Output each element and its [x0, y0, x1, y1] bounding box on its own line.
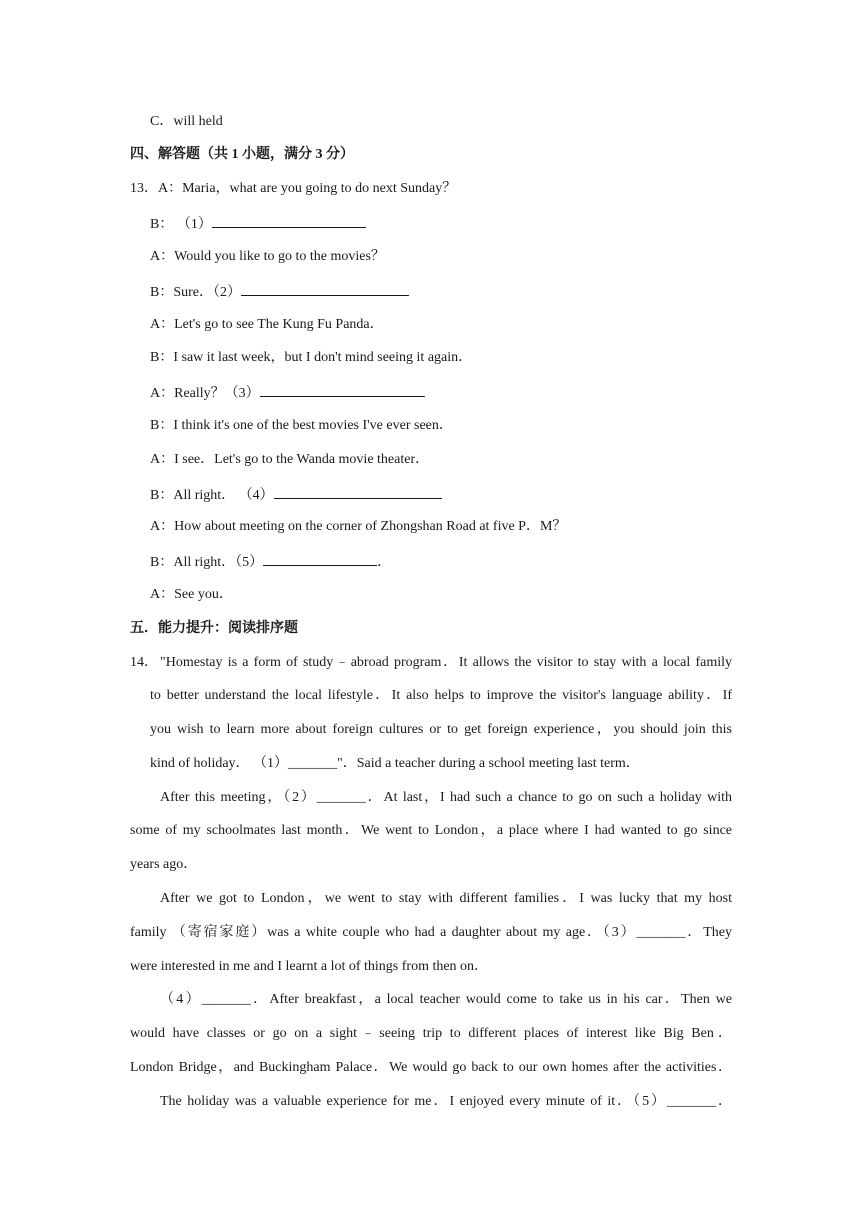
section-4-heading: 四、解答题（共 1 小题，满分 3 分） [130, 147, 354, 162]
dialogue-line-8: B：I think it's one of the best movies I've ever seen． [150, 418, 453, 433]
passage-p2-line-2: some of my schoolmates last month．We went to London，a place where I had wanted to go since [130, 823, 732, 838]
passage-p1-line-2: to better understand the local lifestyle．It also helps to improve the visitor's language ability．If [150, 688, 732, 703]
dialogue-line-5: A：Let's go to see The Kung Fu Panda． [150, 317, 384, 332]
question-13-number: 13． [130, 181, 158, 196]
passage-p4-line-1: （4）_______．After breakfast，a local teacher would come to take us in his car．Then we [160, 992, 732, 1007]
answer-blank-5[interactable] [263, 551, 377, 566]
question-14-number: 14． [130, 655, 158, 670]
answer-blank-4[interactable] [274, 484, 442, 499]
dialogue-line-12: B：All right．（5） ． [150, 551, 391, 573]
passage-p2-line-1: After this meeting，（2）_______．At last，I had such a chance to go on such a holiday with [160, 790, 732, 805]
dialogue-line-2: B： （1） [150, 213, 366, 235]
passage-p3-line-3: were interested in me and I learnt a lot of things from then on． [130, 959, 489, 974]
passage-p3-line-2: family （寄宿家庭）was a white couple who had a daughter about my age．（3）_______．They [130, 925, 732, 940]
dialogue-line-10: B：All right． （4） [150, 484, 442, 506]
dialogue-line-6: B：I saw it last week，but I don't mind seeing it again． [150, 350, 473, 365]
dialogue-line-9: A：I see．Let's go to the Wanda movie theater． [150, 452, 430, 467]
dialogue-line-7: A：Really？（3） [150, 382, 425, 404]
answer-blank-2[interactable] [241, 281, 409, 296]
passage-p1-line-3: you wish to learn more about foreign cultures or to get foreign experience，you should join this [150, 722, 732, 737]
dialogue-line-3: A：Would you like to go to the movies？ [150, 249, 385, 264]
passage-p4-line-3: London Bridge，and Buckingham Palace．We would go back to our own homes after the activities． [130, 1060, 732, 1075]
dialogue-line-13: A：See you． [150, 587, 233, 602]
passage-p3-line-1: After we got to London，we went to stay with different families．I was lucky that my host [160, 891, 732, 906]
option-c: C．will held [150, 114, 223, 129]
answer-blank-3[interactable] [260, 382, 425, 397]
passage-p5-line-1: The holiday was a valuable experience for me．I enjoyed every minute of it．（5）_______． [160, 1094, 732, 1109]
passage-p1-line-4: kind of holiday． （1）_______"．Said a teacher during a school meeting last term． [150, 756, 640, 771]
dialogue-line-1: A：Maria，what are you going to do next Sunday？ [158, 181, 457, 196]
passage-p1-line-1: "Homestay is a form of study﹣abroad program．It allows the visitor to stay with a local family [160, 655, 732, 670]
dialogue-line-11: A：How about meeting on the corner of Zhongshan Road at five P．M？ [150, 519, 567, 534]
passage-p2-line-3: years ago． [130, 857, 198, 872]
section-5-heading: 五．能力提升：阅读排序题 [130, 621, 298, 636]
dialogue-line-4: B：Sure．（2） [150, 281, 409, 303]
question-13-first-line [130, 179, 456, 199]
passage-p4-line-2: would have classes or go on a sight﹣seeing trip to different places of interest like Big Ben． [130, 1026, 732, 1041]
answer-blank-1[interactable] [212, 213, 366, 228]
